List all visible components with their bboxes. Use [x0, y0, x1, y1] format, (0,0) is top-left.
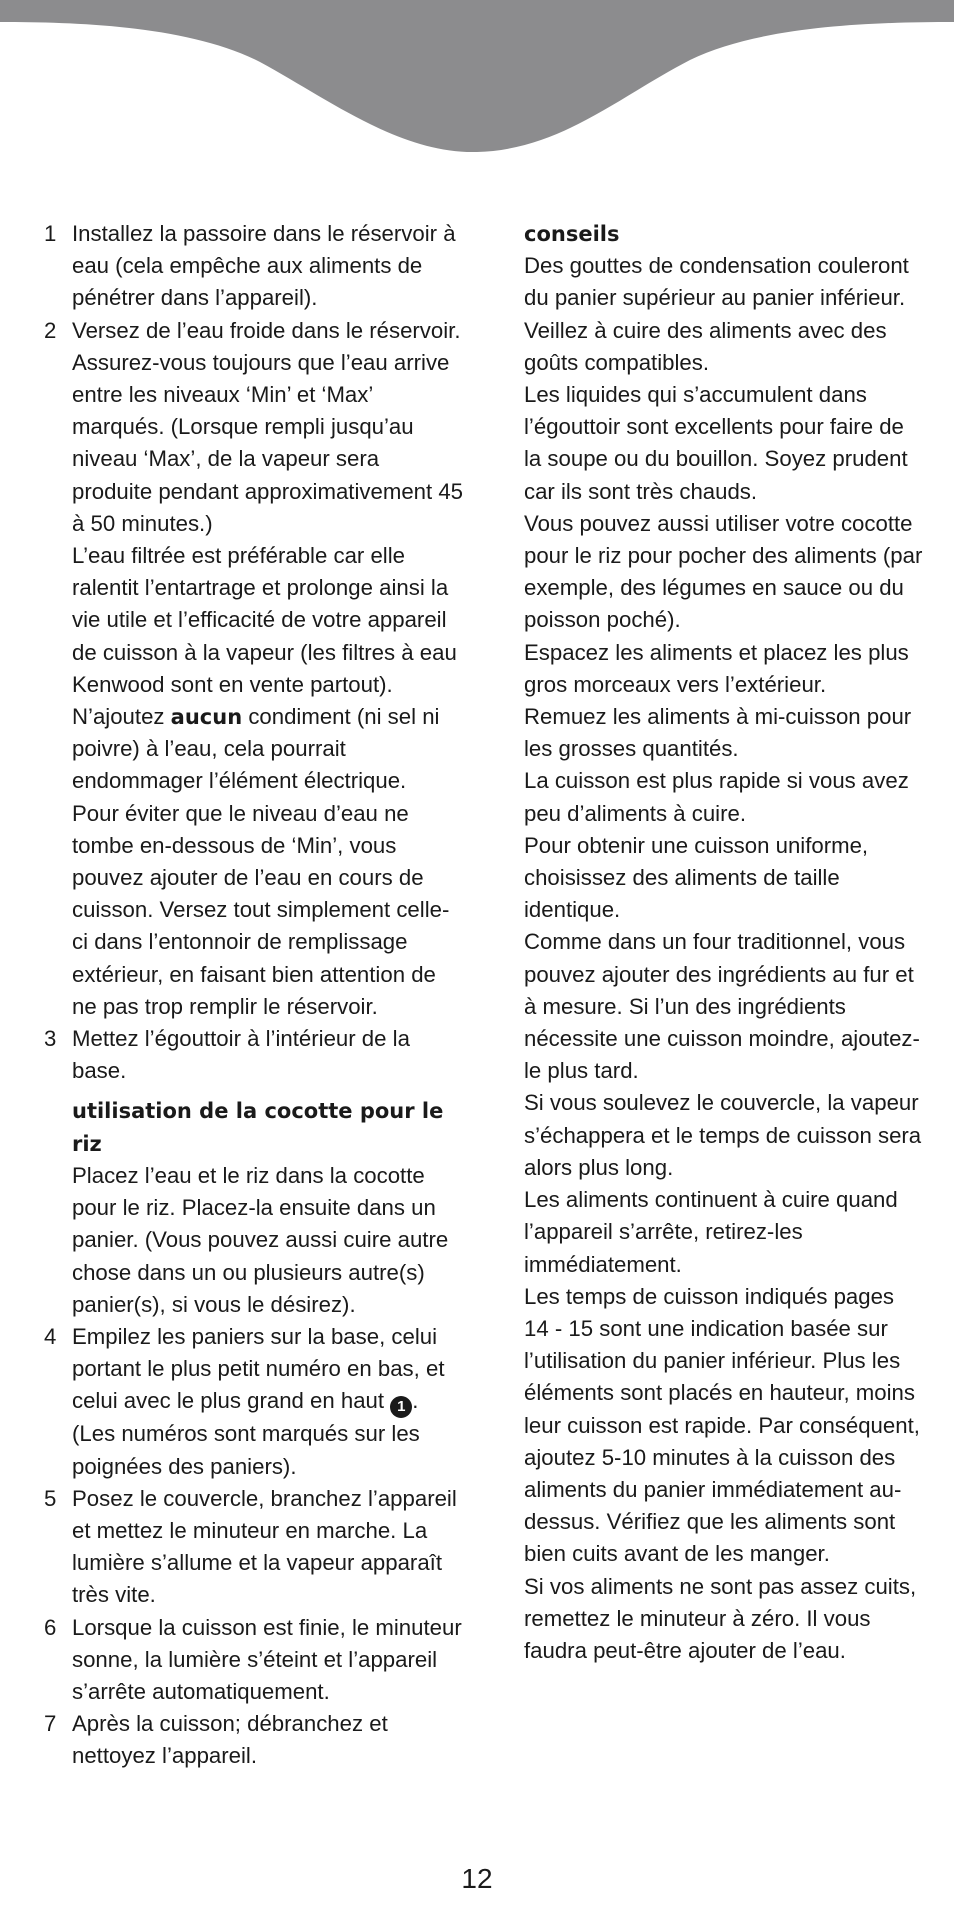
header-wave-decoration — [0, 0, 954, 160]
tip-paragraph: Si vous soulevez le couvercle, la vapeur s’échappera et le temps de cuisson sera alors plus long. — [524, 1090, 922, 1180]
step-3 — [44, 1023, 464, 1087]
tip-paragraph: Remuez les aliments à mi-cuisson pour les grosses quantités. — [524, 704, 912, 762]
step-number: 1 — [44, 221, 57, 246]
step-number: 6 — [44, 1614, 57, 1640]
step-text: Installez la passoire dans le réservoir à eau (cela empêche aux aliments de pénétrer dans l’appareil). — [72, 221, 456, 311]
step-number: 7 — [44, 1711, 57, 1737]
emphasis-aucun: aucun — [170, 705, 243, 730]
refill-note: Pour éviter que le niveau d’eau ne tombe en-dessous de ‘Min’, vous pouvez ajouter de l’eau en cours de cuisson. Versez tout simplement celle- ci dans l’entonnoir de remplissage extérieur, en faisant bien attention de ne pas trop remplir le réservoir. — [72, 800, 450, 1019]
rice-cooker-text: Placez l’eau et le riz dans la cocotte pour le riz. Placez-la ensuite dans un panier. (Vous pouvez aussi cuire autre chose dans un ou plusieurs autre(s) panier(s), si vous le désirez). — [72, 1162, 449, 1317]
step-number: 5 — [44, 1485, 57, 1511]
tip-paragraph: La cuisson est plus rapide si vous avez peu d’aliments à cuire. — [524, 768, 909, 826]
page-number: 12 — [461, 1863, 493, 1894]
step-text: Mettez l’égouttoir à l’intérieur de la base. — [72, 1026, 410, 1084]
step-number: 2 — [44, 317, 57, 343]
step-number: 3 — [44, 1026, 57, 1052]
step-text: Après la cuisson; débranchez et nettoyez l’appareil. — [72, 1711, 388, 1769]
step-6 — [44, 1612, 464, 1709]
no-seasoning-warning: N’ajoutez aucun condiment (ni sel ni poivre) à l’eau, cela pourrait endommager l’élément électrique. — [72, 704, 440, 794]
tip-paragraph: Espacez les aliments et placez les plus gros morceaux vers l’extérieur. — [524, 639, 909, 697]
filtered-water-note: L’eau filtrée est préférable car elle ralentit l’entartrage et prolonge ainsi la vie utile et l’efficacité de votre appareil de cuisson à la vapeur (les filtres à eau Kenwood sont en vente partout). — [72, 543, 457, 697]
step-text: Empilez les paniers sur la base, celui portant le plus petit numéro en bas, et celui avec le plus grand en haut 1 . (Les numéros sont marqués sur les poignées des paniers). — [72, 1323, 445, 1479]
tip-paragraph: Les aliments continuent à cuire quand l’appareil s’arrête, retirez-les immédiatement. — [524, 1187, 898, 1277]
tip-paragraph: Vous pouvez aussi utiliser votre cocotte pour le riz pour pocher des aliments (par exemple, des légumes en sauce ou du poisson poché). — [524, 510, 923, 633]
tip-paragraph: Si vos aliments ne sont pas assez cuits, remettez le minuteur à zéro. Il vous faudra peut-être ajouter de l’eau. — [524, 1573, 917, 1663]
figure-reference-icon: 1 — [390, 1396, 412, 1418]
tip-paragraph: Les liquides qui s’accumulent dans l’égouttoir sont excellents pour faire de la soupe ou du bouillon. Soyez prudent car ils sont très chauds. — [524, 382, 908, 504]
step-5 — [44, 1483, 464, 1612]
step-text: Posez le couvercle, branchez l’appareil et mettez le minuteur en marche. La lumière s’allume et la vapeur apparaît très vite. — [72, 1485, 457, 1608]
tips-heading: conseils — [524, 222, 620, 246]
tip-paragraph: Pour obtenir une cuisson uniforme, choisissez des aliments de taille identique. — [524, 832, 869, 923]
step-text: Versez de l’eau froide dans le réservoir. Assurez-vous toujours que l’eau arrive entre les niveaux ‘Min’ et ‘Max’ marqués. (Lorsque rempli jusqu’au niveau ‘Max’, de la vapeur sera produite pendant approximativement 45 à 50 minutes.) — [72, 317, 464, 536]
tip-paragraph: Les temps de cuisson indiqués pages 14 - 15 sont une indication basée sur l’utilisation du panier inférieur. Plus les éléments sont placés en hauteur, moins leur cuisson est rapide. Par conséquent, ajoutez 5-10 minutes à la cuisson des aliments du panier immédiatement au-dessus. Vérifiez que les aliments sont bien cuits avant de les manger. — [524, 1283, 920, 1567]
step-7 — [44, 1708, 464, 1772]
tip-paragraph: Comme dans un four traditionnel, vous pouvez ajouter des ingrédients au fur et à mesure. Si l’un des ingrédients nécessite une cuisson moindre, ajoutez-le plus tard. — [524, 929, 920, 1084]
step-text: Lorsque la cuisson est finie, le minuteur sonne, la lumière s’éteint et l’appareil s’arrête automatiquement. — [72, 1614, 462, 1704]
instructions-column — [44, 218, 464, 1773]
step-4 — [44, 1321, 464, 1483]
rice-cooker-heading: utilisation de la cocotte pour le riz — [72, 1099, 444, 1156]
step-1 — [44, 218, 464, 315]
rice-cooker-section — [44, 1087, 464, 1320]
tips-column — [524, 218, 924, 1667]
step-2 — [44, 315, 464, 1023]
step-number: 4 — [44, 1323, 57, 1349]
tip-paragraph: Des gouttes de condensation couleront du panier supérieur au panier inférieur. Veillez à cuire des aliments avec des goûts compatibles. — [524, 253, 909, 375]
